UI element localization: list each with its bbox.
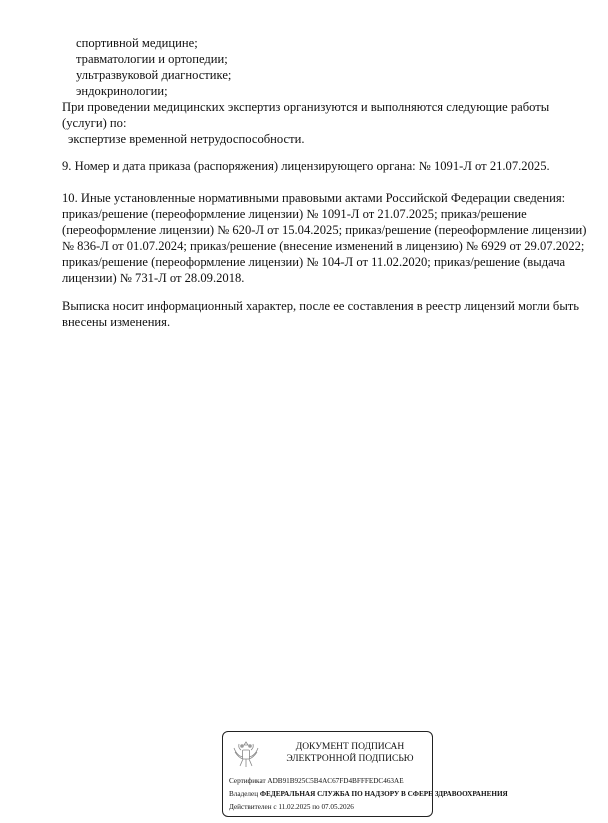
- section-10-line: (переоформление лицензии) № 620-Л от 15.04.2025; приказ/решение (переоформление лицензии): [62, 223, 587, 237]
- section-10-line: приказ/решение (переоформление лицензии) № 104-Л от 11.02.2020; приказ/решение (выдача: [62, 255, 566, 269]
- expertise-item: экспертизе временной нетрудоспособности.: [68, 132, 305, 146]
- certificate-label: Сертификат: [229, 777, 266, 785]
- expertise-intro: (услуги) по:: [62, 116, 127, 130]
- owner-row: [229, 789, 508, 799]
- disclaimer: Выписка носит информационный характер, после ее составления в реестр лицензий могли быть: [62, 299, 580, 313]
- certificate-value: ADB91B925C5B4AC67FD4BFFFEDC463AE: [267, 777, 404, 785]
- disclaimer: внесены изменения.: [62, 315, 171, 329]
- section-10-line: № 836-Л от 01.07.2024; приказ/решение (внесение изменений в лицензию) № 6929 от 29.07.2022;: [62, 239, 585, 253]
- section-10-line: 10. Иные установленные нормативными правовыми актами Российской Федерации сведения:: [62, 191, 566, 205]
- specialty-item: эндокринологии;: [76, 84, 168, 98]
- russian-coat-of-arms-icon: [230, 738, 262, 770]
- owner-value: ФЕДЕРАЛЬНАЯ СЛУЖБА ПО НАДЗОРУ В СФЕРЕ ЗДРАВООХРАНЕНИЯ: [259, 790, 508, 798]
- stamp-title: ДОКУМЕНТ ПОДПИСАН: [295, 742, 405, 752]
- expertise-intro: При проведении медицинских экспертиз организуются и выполняются следующие работы: [62, 100, 550, 114]
- owner-label: Владелец: [229, 790, 259, 798]
- specialty-item: спортивной медицине;: [76, 36, 198, 50]
- stamp-title: ЭЛЕКТРОННОЙ ПОДПИСЬЮ: [286, 754, 414, 764]
- section-10-line: лицензии) № 731-Л от 28.09.2018.: [62, 271, 245, 285]
- validity-row: Действителен с 11.02.2025 по 07.05.2026: [229, 803, 354, 811]
- specialty-item: ультразвуковой диагностике;: [76, 68, 232, 82]
- section-10-line: приказ/решение (переоформление лицензии) № 1091-Л от 21.07.2025; приказ/решение: [62, 207, 527, 221]
- electronic-signature-stamp: [222, 731, 508, 817]
- section-9: 9. Номер и дата приказа (распоряжения) лицензирующего органа: № 1091-Л от 21.07.2025.: [62, 159, 550, 173]
- certificate-row: [229, 776, 404, 786]
- specialty-item: травматологии и ортопедии;: [76, 52, 228, 66]
